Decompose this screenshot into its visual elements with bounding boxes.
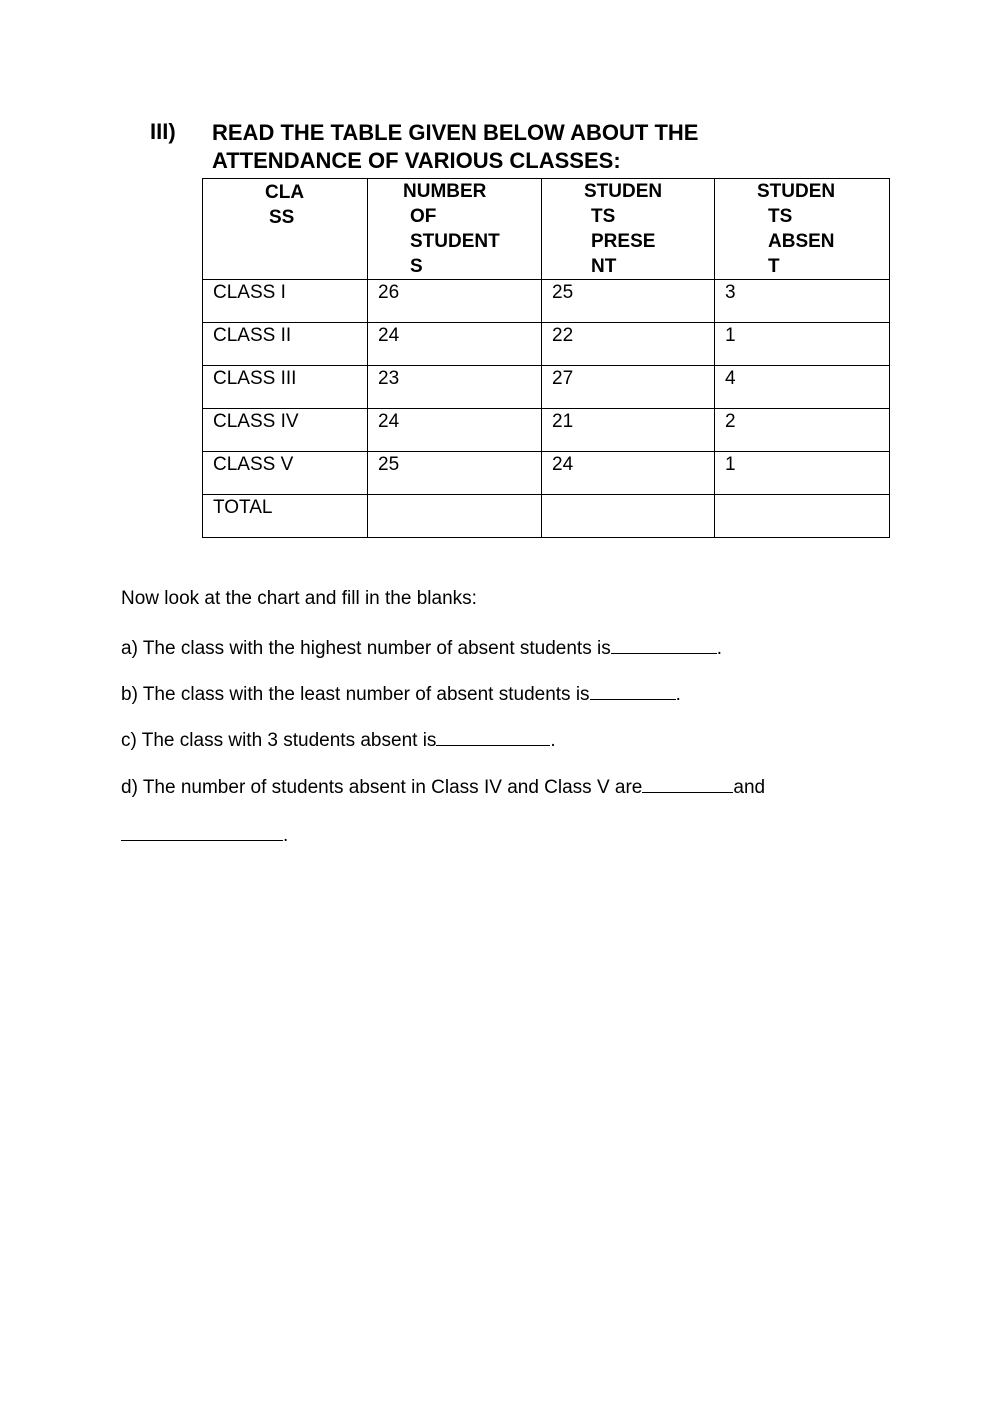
cell-total-students: 24 — [368, 409, 542, 452]
header-students-present: STUDEN TS PRESE NT — [542, 179, 715, 280]
header-number-of-students: NUMBER OF STUDENT S — [368, 179, 542, 280]
question-d-continuation: . — [121, 820, 288, 847]
cell-present: 21 — [542, 409, 715, 452]
question-c: c) The class with 3 students absent is . — [121, 725, 556, 752]
cell-class: TOTAL — [203, 495, 368, 538]
cell-total-students: 24 — [368, 323, 542, 366]
cell-absent: 1 — [715, 323, 890, 366]
section-title — [212, 119, 698, 175]
table-row — [203, 452, 890, 495]
section-title-line-2: ATTENDANCE OF VARIOUS CLASSES: — [212, 148, 621, 173]
cell-absent: 2 — [715, 409, 890, 452]
cell-total-students: 25 — [368, 452, 542, 495]
answer-blank-b[interactable] — [590, 679, 676, 700]
cell-absent: 1 — [715, 452, 890, 495]
table-row-total — [203, 495, 890, 538]
cell-present: 27 — [542, 366, 715, 409]
instructions: Now look at the chart and fill in the blanks: — [121, 588, 477, 609]
cell-present: 22 — [542, 323, 715, 366]
cell-absent: 4 — [715, 366, 890, 409]
cell-absent: 3 — [715, 280, 890, 323]
cell-present: 24 — [542, 452, 715, 495]
attendance-table — [202, 178, 890, 538]
cell-class: CLASS V — [203, 452, 368, 495]
cell-class: CLASS III — [203, 366, 368, 409]
cell-total-students: 23 — [368, 366, 542, 409]
table-row — [203, 409, 890, 452]
table-row — [203, 323, 890, 366]
answer-blank-c[interactable] — [436, 725, 550, 746]
cell-present: 25 — [542, 280, 715, 323]
answer-blank-d2[interactable] — [121, 820, 283, 841]
section-number: III) — [150, 119, 176, 144]
table-header-row — [203, 179, 890, 280]
table-row — [203, 280, 890, 323]
question-b-text: b) The class with the least number of absent students is — [121, 684, 590, 705]
answer-blank-a[interactable] — [611, 633, 717, 654]
question-d: d) The number of students absent in Class IV and Class V are and — [121, 772, 765, 799]
cell-total-students[interactable] — [368, 495, 542, 538]
section-title-line-1: READ THE TABLE GIVEN BELOW ABOUT THE — [212, 120, 699, 145]
cell-class: CLASS IV — [203, 409, 368, 452]
cell-present[interactable] — [542, 495, 715, 538]
header-class: CLA SS — [203, 179, 368, 280]
cell-class: CLASS II — [203, 323, 368, 366]
question-a: a) The class with the highest number of absent students is . — [121, 633, 722, 660]
question-c-text: c) The class with 3 students absent is — [121, 730, 437, 751]
header-students-absent: STUDEN TS ABSEN T — [715, 179, 890, 280]
cell-class: CLASS I — [203, 280, 368, 323]
question-b: b) The class with the least number of absent students is . — [121, 679, 681, 706]
cell-total-students: 26 — [368, 280, 542, 323]
answer-blank-d1[interactable] — [642, 772, 733, 793]
question-a-text: a) The class with the highest number of absent students is — [121, 638, 611, 659]
table-row — [203, 366, 890, 409]
cell-absent[interactable] — [715, 495, 890, 538]
question-d-text: d) The number of students absent in Class IV and Class V are — [121, 777, 643, 798]
